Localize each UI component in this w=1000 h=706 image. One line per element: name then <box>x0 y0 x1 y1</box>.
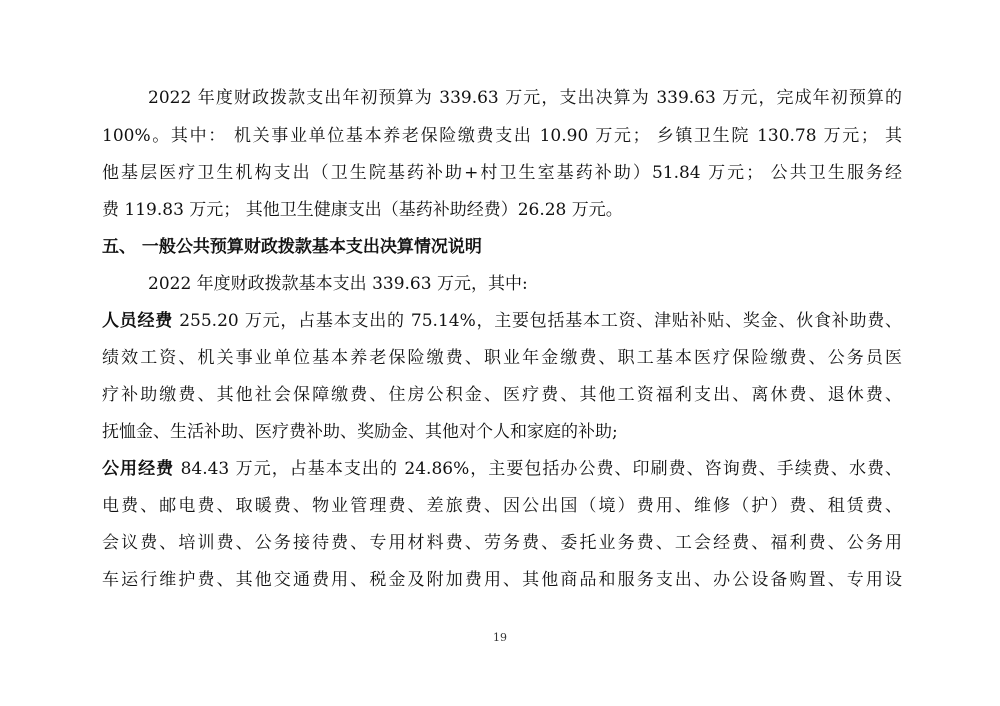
public-label: 公用经费 <box>102 459 175 479</box>
paragraph-1-line-2: 100%。其中： 机关事业单位基本养老保险缴费支出 10.90 万元； 乡镇卫生院 130.78 万元； 其 <box>102 126 902 146</box>
personnel-label: 人员经费 <box>102 311 174 331</box>
page-number: 19 <box>493 631 507 644</box>
paragraph-1-line-3: 他基层医疗卫生机构支出（卫生院基药补助+村卫生室基药补助）51.84 万元； 公共卫生服务经 <box>102 163 902 183</box>
personnel-line-4: 抚恤金、生活补助、医疗费补助、奖励金、其他对个人和家庭的补助; <box>102 422 618 442</box>
section-heading: 五、 一般公共预算财政拨款基本支出决算情况说明 <box>102 237 482 257</box>
public-line-3: 会议费、培训费、公务接待费、专用材料费、劳务费、委托业务费、工会经费、福利费、公务用 <box>102 533 902 553</box>
personnel-line-3: 疗补助缴费、其他社会保障缴费、住房公积金、医疗费、其他工资福利支出、离休费、退休费、 <box>102 385 902 405</box>
personnel-line-2: 绩效工资、机关事业单位基本养老保险缴费、职业年金缴费、职工基本医疗保险缴费、公务员医 <box>102 348 902 368</box>
paragraph-2: 2022 年度财政拨款基本支出 339.63 万元，其中: <box>148 274 528 294</box>
public-line-2: 电费、邮电费、取暖费、物业管理费、差旅费、因公出国（境）费用、维修（护）费、租赁费、 <box>102 496 902 516</box>
paragraph-1-line-1: 2022 年度财政拨款支出年初预算为 339.63 万元，支出决算为 339.63 万元，完成年初预算的 <box>148 88 902 108</box>
public-line-1 <box>102 457 902 481</box>
public-text-1: 84.43 万元，占基本支出的 24.86%，主要包括办公费、印刷费、咨询费、手续费、水费、 <box>174 459 902 479</box>
public-line-4: 车运行维护费、其他交通费用、税金及附加费用、其他商品和服务支出、办公设备购置、专用设 <box>102 570 902 590</box>
personnel-text-1: 255.20 万元，占基本支出的 75.14%，主要包括基本工资、津贴补贴、奖金、伙食补助费、 <box>173 311 902 331</box>
personnel-line-1 <box>102 309 902 333</box>
paragraph-1-line-4: 费 119.83 万元； 其他卫生健康支出（基药补助经费）26.28 万元。 <box>102 200 623 220</box>
